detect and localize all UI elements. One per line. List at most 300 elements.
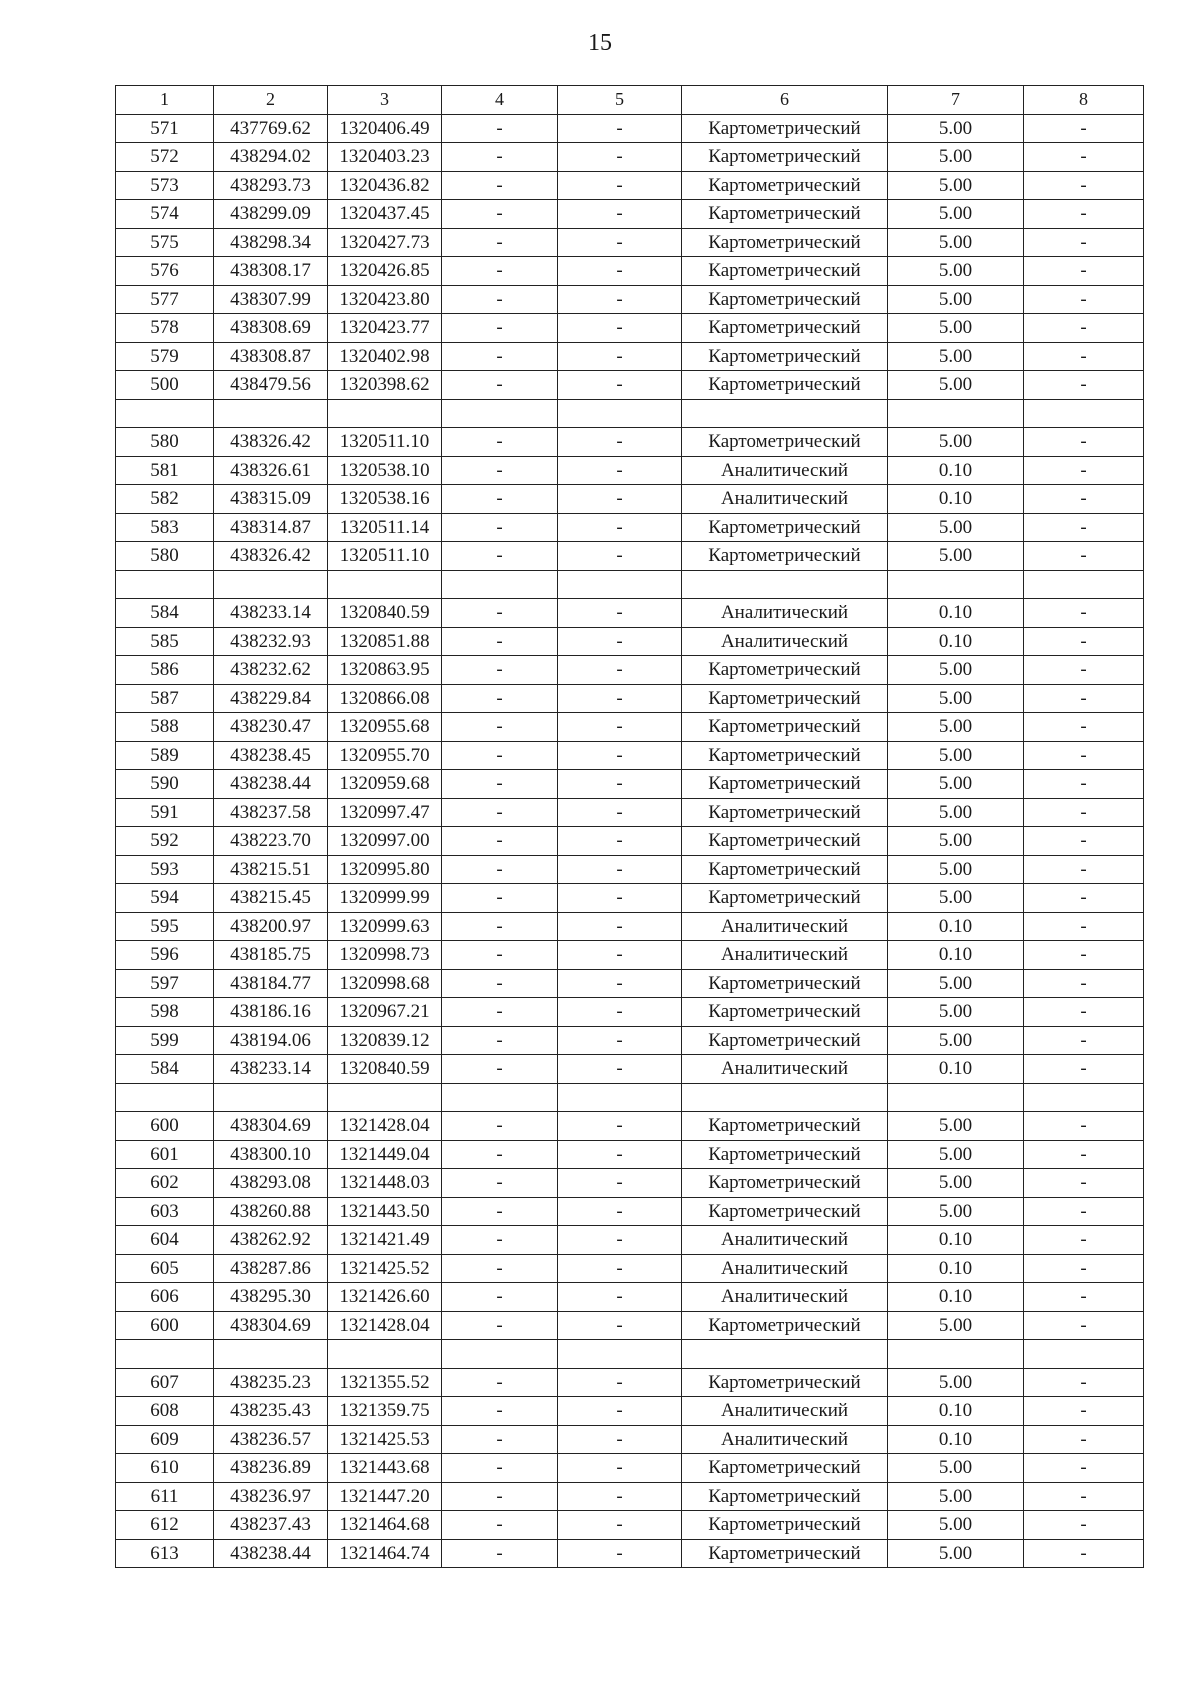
table-cell: 438236.89 [214, 1454, 328, 1483]
table-cell: 438233.14 [214, 599, 328, 628]
table-cell: - [442, 998, 558, 1027]
table-row [116, 884, 1144, 913]
table-cell: 1320402.98 [328, 342, 442, 371]
table-cell: Аналитический [682, 627, 888, 656]
table-cell: Картометрический [682, 656, 888, 685]
table-cell: 1320998.73 [328, 941, 442, 970]
table-row [116, 1226, 1144, 1255]
table-cell: 586 [116, 656, 214, 685]
table-cell: 1320511.10 [328, 542, 442, 571]
table-cell: 0.10 [888, 599, 1024, 628]
table-cell: 1321426.60 [328, 1283, 442, 1312]
table-cell [214, 399, 328, 428]
table-cell: 1320406.49 [328, 114, 442, 143]
header-cell: 8 [1024, 86, 1144, 115]
table-cell: - [558, 855, 682, 884]
table-cell [442, 399, 558, 428]
table-row [116, 1511, 1144, 1540]
table-cell [328, 1340, 442, 1369]
table-cell: 1320423.77 [328, 314, 442, 343]
table-cell: 438479.56 [214, 371, 328, 400]
table-cell: Аналитический [682, 456, 888, 485]
table-row [116, 200, 1144, 229]
table-row [116, 627, 1144, 656]
table-cell: - [442, 314, 558, 343]
table-cell: 0.10 [888, 1055, 1024, 1084]
table-cell [442, 1340, 558, 1369]
table-row [116, 1539, 1144, 1568]
table-cell: - [1024, 1112, 1144, 1141]
table-cell: - [558, 1368, 682, 1397]
table-cell: 602 [116, 1169, 214, 1198]
table-cell [1024, 570, 1144, 599]
table-cell: Картометрический [682, 884, 888, 913]
table-cell: - [442, 1026, 558, 1055]
table-cell: Аналитический [682, 1397, 888, 1426]
table-cell: 438229.84 [214, 684, 328, 713]
table-cell: - [1024, 1026, 1144, 1055]
table-cell: - [442, 855, 558, 884]
table-cell [682, 570, 888, 599]
table-cell: - [1024, 456, 1144, 485]
table-cell: - [558, 228, 682, 257]
table-cell: 438236.57 [214, 1425, 328, 1454]
table-cell [558, 570, 682, 599]
table-cell: Картометрический [682, 969, 888, 998]
table-row [116, 1026, 1144, 1055]
table-cell: 578 [116, 314, 214, 343]
table-cell: - [558, 1511, 682, 1540]
table-cell: - [442, 542, 558, 571]
table-cell: - [1024, 200, 1144, 229]
table-row [116, 1254, 1144, 1283]
table-cell: - [1024, 1511, 1144, 1540]
table-cell: - [442, 371, 558, 400]
table-cell: - [558, 1055, 682, 1084]
table-cell: - [1024, 627, 1144, 656]
table-row [116, 912, 1144, 941]
table-cell: - [558, 1283, 682, 1312]
table-row [116, 1454, 1144, 1483]
table-cell: Аналитический [682, 1254, 888, 1283]
table-row [116, 228, 1144, 257]
table-cell: - [558, 200, 682, 229]
table-cell: - [442, 1368, 558, 1397]
table-cell: - [442, 342, 558, 371]
table-cell: - [442, 1311, 558, 1340]
table-row [116, 456, 1144, 485]
table-cell: - [558, 713, 682, 742]
table-row [116, 171, 1144, 200]
table-cell: 438308.87 [214, 342, 328, 371]
table-cell [116, 570, 214, 599]
table-cell: 5.00 [888, 884, 1024, 913]
table-cell: 1321425.53 [328, 1425, 442, 1454]
table-row [116, 485, 1144, 514]
table-cell: 438260.88 [214, 1197, 328, 1226]
table-cell: Аналитический [682, 912, 888, 941]
table-cell: - [558, 143, 682, 172]
table-row [116, 1197, 1144, 1226]
table-cell: - [558, 998, 682, 1027]
table-cell [888, 570, 1024, 599]
table-cell: 438262.92 [214, 1226, 328, 1255]
table-cell: - [558, 1112, 682, 1141]
table-cell: 5.00 [888, 969, 1024, 998]
table-row [116, 1482, 1144, 1511]
table-cell: 1320398.62 [328, 371, 442, 400]
table-cell: 0.10 [888, 1283, 1024, 1312]
table-cell: - [1024, 171, 1144, 200]
header-cell: 5 [558, 86, 682, 115]
table-cell: 438235.43 [214, 1397, 328, 1426]
header-cell: 6 [682, 86, 888, 115]
table-row [116, 855, 1144, 884]
table-cell: 5.00 [888, 1539, 1024, 1568]
table-cell: 0.10 [888, 1254, 1024, 1283]
table-cell: - [442, 599, 558, 628]
table-cell: 438293.73 [214, 171, 328, 200]
table-cell: 5.00 [888, 257, 1024, 286]
table-cell: 1320955.68 [328, 713, 442, 742]
table-cell: 587 [116, 684, 214, 713]
table-cell: - [442, 741, 558, 770]
table-cell: 1321447.20 [328, 1482, 442, 1511]
table-cell: - [1024, 1169, 1144, 1198]
table-row [116, 798, 1144, 827]
table-cell: 5.00 [888, 371, 1024, 400]
table-cell: 5.00 [888, 713, 1024, 742]
table-cell: 1320959.68 [328, 770, 442, 799]
table-cell: - [1024, 884, 1144, 913]
table-cell [682, 1340, 888, 1369]
table-cell: 5.00 [888, 1112, 1024, 1141]
table-cell [328, 570, 442, 599]
table-cell: 5.00 [888, 228, 1024, 257]
table-cell: - [1024, 969, 1144, 998]
table-cell: - [558, 1482, 682, 1511]
table-cell: - [442, 1140, 558, 1169]
table-cell: 438232.93 [214, 627, 328, 656]
table-cell: 438232.62 [214, 656, 328, 685]
table-cell: - [1024, 1254, 1144, 1283]
table-cell: 5.00 [888, 1026, 1024, 1055]
table-cell: - [442, 1055, 558, 1084]
table-cell: 1320840.59 [328, 1055, 442, 1084]
table-cell: 584 [116, 1055, 214, 1084]
table-cell: - [558, 1197, 682, 1226]
table-cell: 600 [116, 1311, 214, 1340]
table-cell: - [1024, 1397, 1144, 1426]
table-cell: 608 [116, 1397, 214, 1426]
table-cell: 5.00 [888, 684, 1024, 713]
table-cell: 5.00 [888, 1197, 1024, 1226]
table-cell [888, 399, 1024, 428]
table-cell: 5.00 [888, 741, 1024, 770]
table-cell: - [558, 1169, 682, 1198]
table-cell: 5.00 [888, 1482, 1024, 1511]
table-cell: - [442, 1169, 558, 1198]
table-cell [682, 1083, 888, 1112]
table-cell: - [1024, 285, 1144, 314]
table-cell: 5.00 [888, 770, 1024, 799]
table-cell: 601 [116, 1140, 214, 1169]
table-cell: - [442, 1511, 558, 1540]
table-cell: 1321359.75 [328, 1397, 442, 1426]
table-cell: - [558, 428, 682, 457]
table-cell: 609 [116, 1425, 214, 1454]
table-cell: 5.00 [888, 542, 1024, 571]
table-cell: Картометрический [682, 285, 888, 314]
table-cell [558, 1340, 682, 1369]
table-cell: - [558, 827, 682, 856]
table-row [116, 1340, 1144, 1369]
table-cell [116, 399, 214, 428]
table-cell: - [442, 1482, 558, 1511]
table-row [116, 342, 1144, 371]
table-row [116, 399, 1144, 428]
table-cell: 611 [116, 1482, 214, 1511]
table-cell: 1320436.82 [328, 171, 442, 200]
table-cell: 594 [116, 884, 214, 913]
table-cell: 5.00 [888, 114, 1024, 143]
table-cell: - [442, 200, 558, 229]
table-row [116, 1397, 1144, 1426]
table-row [116, 542, 1144, 571]
table-cell: Картометрический [682, 228, 888, 257]
table-cell: 0.10 [888, 627, 1024, 656]
table-cell: 438314.87 [214, 513, 328, 542]
table-cell: Картометрический [682, 1482, 888, 1511]
table-cell: 603 [116, 1197, 214, 1226]
table-cell: 1321449.04 [328, 1140, 442, 1169]
table-row [116, 114, 1144, 143]
table-cell: 438308.17 [214, 257, 328, 286]
table-cell: Картометрический [682, 200, 888, 229]
table-cell: 581 [116, 456, 214, 485]
table-cell: 5.00 [888, 798, 1024, 827]
table-cell: 5.00 [888, 314, 1024, 343]
table-cell: 1320538.10 [328, 456, 442, 485]
table-cell: - [558, 1254, 682, 1283]
table-cell: - [442, 684, 558, 713]
table-cell: 5.00 [888, 1140, 1024, 1169]
table-cell: - [558, 171, 682, 200]
table-cell: 575 [116, 228, 214, 257]
table-cell: - [442, 770, 558, 799]
table-cell: - [558, 314, 682, 343]
table-cell: 1320995.80 [328, 855, 442, 884]
table-cell: 1320851.88 [328, 627, 442, 656]
table-cell: - [558, 257, 682, 286]
table-cell: - [1024, 855, 1144, 884]
table-cell: 5.00 [888, 285, 1024, 314]
table-cell [558, 399, 682, 428]
table-cell: 1321355.52 [328, 1368, 442, 1397]
table-cell: 5.00 [888, 342, 1024, 371]
table-cell: 1320426.85 [328, 257, 442, 286]
table-cell: 438294.02 [214, 143, 328, 172]
table-cell: - [558, 1026, 682, 1055]
table-cell: - [1024, 314, 1144, 343]
table-cell: Картометрический [682, 1169, 888, 1198]
table-cell [1024, 1083, 1144, 1112]
table-row [116, 1368, 1144, 1397]
table-cell: - [1024, 912, 1144, 941]
table-cell: - [1024, 684, 1144, 713]
table-cell: - [442, 485, 558, 514]
table-cell: 5.00 [888, 1311, 1024, 1340]
table-cell: 5.00 [888, 513, 1024, 542]
table-cell: 438304.69 [214, 1311, 328, 1340]
table-cell: Картометрический [682, 1454, 888, 1483]
table-cell: - [1024, 143, 1144, 172]
table-cell [328, 1083, 442, 1112]
header-cell: 3 [328, 86, 442, 115]
table-cell: - [1024, 998, 1144, 1027]
table-row [116, 713, 1144, 742]
table-cell: Картометрический [682, 542, 888, 571]
table-row [116, 741, 1144, 770]
table-cell: 0.10 [888, 1397, 1024, 1426]
table-cell: 5.00 [888, 1368, 1024, 1397]
table-cell: 1321443.50 [328, 1197, 442, 1226]
table-cell: - [558, 371, 682, 400]
table-cell: - [1024, 770, 1144, 799]
table-cell: Картометрический [682, 827, 888, 856]
table-cell: - [558, 599, 682, 628]
table-row [116, 1055, 1144, 1084]
table-cell: 0.10 [888, 485, 1024, 514]
table-cell: 5.00 [888, 143, 1024, 172]
table-cell [214, 1340, 328, 1369]
table-cell [214, 1083, 328, 1112]
table-cell: - [558, 285, 682, 314]
table-row [116, 1283, 1144, 1312]
table-cell: 438194.06 [214, 1026, 328, 1055]
table-cell: - [1024, 1226, 1144, 1255]
table-cell: 599 [116, 1026, 214, 1055]
table-cell: - [1024, 1454, 1144, 1483]
table-cell: - [1024, 428, 1144, 457]
table-cell: 438233.14 [214, 1055, 328, 1084]
table-cell: 572 [116, 143, 214, 172]
table-cell: - [558, 1397, 682, 1426]
table-cell: Картометрический [682, 371, 888, 400]
table-cell: - [1024, 1368, 1144, 1397]
table-cell: 589 [116, 741, 214, 770]
table-cell: 604 [116, 1226, 214, 1255]
table-row [116, 371, 1144, 400]
table-cell: 593 [116, 855, 214, 884]
table-cell: - [558, 1140, 682, 1169]
table-row [116, 285, 1144, 314]
table-cell: 1321425.52 [328, 1254, 442, 1283]
table-cell: - [558, 912, 682, 941]
table-cell: 590 [116, 770, 214, 799]
table-cell: 0.10 [888, 1425, 1024, 1454]
table-cell: 5.00 [888, 1454, 1024, 1483]
header-cell: 2 [214, 86, 328, 115]
table-cell: Картометрический [682, 1511, 888, 1540]
table-cell: 571 [116, 114, 214, 143]
table-cell: 583 [116, 513, 214, 542]
table-cell: 5.00 [888, 998, 1024, 1027]
table-cell: 580 [116, 542, 214, 571]
table-cell: - [442, 513, 558, 542]
table-cell: - [558, 342, 682, 371]
table-cell: 576 [116, 257, 214, 286]
table-cell: 438238.44 [214, 770, 328, 799]
table-cell: - [1024, 1283, 1144, 1312]
table-cell: Картометрический [682, 684, 888, 713]
table-row [116, 1425, 1144, 1454]
table-cell: - [442, 257, 558, 286]
table-cell: Картометрический [682, 428, 888, 457]
table-cell: 613 [116, 1539, 214, 1568]
table-row [116, 1311, 1144, 1340]
header-cell: 7 [888, 86, 1024, 115]
table-row [116, 257, 1144, 286]
table-cell: - [1024, 1425, 1144, 1454]
table-cell: Картометрический [682, 257, 888, 286]
table-cell: - [442, 1539, 558, 1568]
table-cell: - [1024, 798, 1144, 827]
table-cell: 438230.47 [214, 713, 328, 742]
table-cell: 438308.69 [214, 314, 328, 343]
table-row [116, 969, 1144, 998]
table-cell: 438287.86 [214, 1254, 328, 1283]
table-cell: - [1024, 741, 1144, 770]
table-cell: 438295.30 [214, 1283, 328, 1312]
table-cell: 1320423.80 [328, 285, 442, 314]
table-cell: - [442, 1226, 558, 1255]
table-cell: 592 [116, 827, 214, 856]
table-cell: 438235.23 [214, 1368, 328, 1397]
table-cell: 438299.09 [214, 200, 328, 229]
table-cell: - [558, 941, 682, 970]
table-row [116, 1140, 1144, 1169]
table-cell: - [558, 1454, 682, 1483]
table-cell: 0.10 [888, 1226, 1024, 1255]
table-cell: - [442, 627, 558, 656]
table-row [116, 1112, 1144, 1141]
table-row [116, 684, 1144, 713]
table-cell: - [442, 713, 558, 742]
table-cell: 1320511.14 [328, 513, 442, 542]
table-cell: Картометрический [682, 998, 888, 1027]
table-cell: - [442, 143, 558, 172]
table-cell: 438223.70 [214, 827, 328, 856]
table-cell: 438236.97 [214, 1482, 328, 1511]
table-cell: - [558, 684, 682, 713]
table-cell: 1320866.08 [328, 684, 442, 713]
table-cell: 438215.51 [214, 855, 328, 884]
table-cell: - [1024, 1311, 1144, 1340]
table-cell [116, 1083, 214, 1112]
table-cell [442, 1083, 558, 1112]
table-cell: 579 [116, 342, 214, 371]
page-number: 15 [588, 30, 612, 56]
table-cell: - [1024, 1482, 1144, 1511]
table-cell: 1321421.49 [328, 1226, 442, 1255]
table-cell: 607 [116, 1368, 214, 1397]
table-cell: - [442, 1454, 558, 1483]
table-row [116, 998, 1144, 1027]
table-cell: 1320511.10 [328, 428, 442, 457]
table-row [116, 1083, 1144, 1112]
table-cell: Картометрический [682, 171, 888, 200]
